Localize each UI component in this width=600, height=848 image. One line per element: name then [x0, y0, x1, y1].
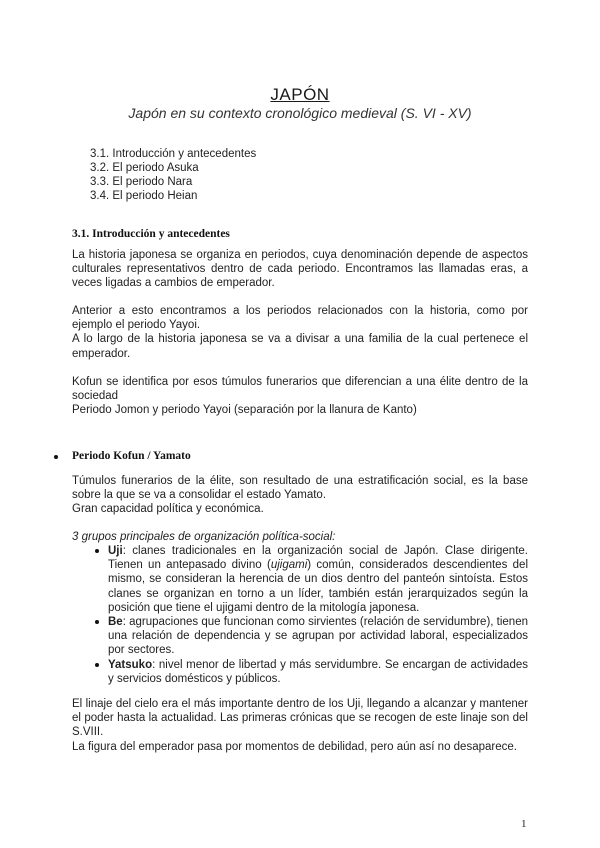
toc-item: 3.4. El periodo Heian: [90, 190, 198, 202]
page-number: 1: [521, 818, 527, 830]
group-text: ) común, considerados descendientes del mismo, se consideran la herencia de un dios dentro del panteón sintoísta. Estos clanes se organizan en torno a un líder, también están jerarquizados según la posición que tiene el ujigami dentro de la mitología japonesa.: [108, 559, 528, 614]
bullet-icon: [95, 620, 99, 624]
list-item: [98, 615, 528, 658]
section-heading-introduccion: 3.1. Introducción y antecedentes: [72, 228, 230, 240]
group-term: Yatsuko: [108, 658, 153, 671]
list-item: [98, 544, 528, 615]
paragraph: [72, 474, 528, 517]
paragraph-text: La figura del emperador pasa por momentos de debilidad, pero aún así no desaparece.: [72, 740, 517, 753]
groups-intro: 3 grupos principales de organización política-social:: [72, 531, 336, 543]
paragraph-text: El linaje del cielo era el más importante dentro de los Uji, llegando a alcanzar y mantener el poder hasta la actualidad. Las primeras crónicas que se recogen de este linaje son del S.VIII.: [72, 698, 528, 739]
paragraph-text: A lo largo de la historia japonesa se va a divisar a una familia de la cual pertenece el emperador.: [72, 333, 528, 360]
toc-item: 3.2. El periodo Asuka: [90, 162, 199, 174]
section-heading-kofun: Periodo Kofun / Yamato: [72, 450, 191, 462]
group-text: : nivel menor de libertad y más servidumbre. Se encargan de actividades y servicios domésticos y públicos.: [108, 658, 528, 685]
table-of-contents: [90, 147, 256, 203]
paragraph-text: Túmulos funerarios de la élite, son resultado de una estratificación social, es la base sobre la que se va a consolidar el estado Yamato.: [72, 475, 528, 502]
paragraph-text: La historia japonesa se organiza en periodos, cuya denominación depende de aspectos culturales representativos dentro de cada periodo. Encontramos las llamadas eras, a veces ligadas a cambios de emperador.: [72, 249, 528, 290]
list-item: [98, 658, 528, 686]
group-text: : agrupaciones que funcionan como sirvientes (relación de servidumbre), tienen una relación de dependencia y se agrupan por actividad laboral, especializados por sectores.: [108, 616, 528, 657]
group-term: Be: [108, 616, 123, 629]
bullet-icon: [54, 455, 58, 459]
toc-item: 3.3. El periodo Nara: [90, 176, 193, 188]
bullet-icon: [95, 663, 99, 667]
paragraph-text: Gran capacidad política y económica.: [72, 503, 264, 516]
paragraph-text: Kofun se identifica por esos túmulos funerarios que diferencian a una élite dentro de la sociedad: [72, 376, 528, 403]
group-term: Uji: [108, 545, 123, 557]
paragraph: [72, 697, 528, 754]
group-italic-term: ujigami: [270, 559, 308, 572]
toc-item: 3.1. Introducción y antecedentes: [90, 148, 257, 160]
group-text: : clanes tradicionales en la organización social de Japón. Clase dirigente. Tienen un antepasado divino (: [108, 545, 528, 572]
paragraph-text: Periodo Jomon y periodo Yayoi (separación por la llanura de Kanto): [72, 404, 417, 417]
paragraph: [72, 304, 528, 361]
paragraph: [72, 248, 528, 291]
document-title: JAPÓN: [270, 85, 330, 104]
paragraph-text: Anterior a esto encontramos a los periodos relacionados con la historia, como por ejemplo el periodo Yayoi.: [72, 305, 528, 332]
groups-list: [98, 544, 528, 686]
document-subtitle: Japón en su contexto cronológico medieval (S. VI - XV): [128, 105, 472, 121]
paragraph: [72, 375, 528, 418]
bullet-icon: [95, 549, 99, 553]
